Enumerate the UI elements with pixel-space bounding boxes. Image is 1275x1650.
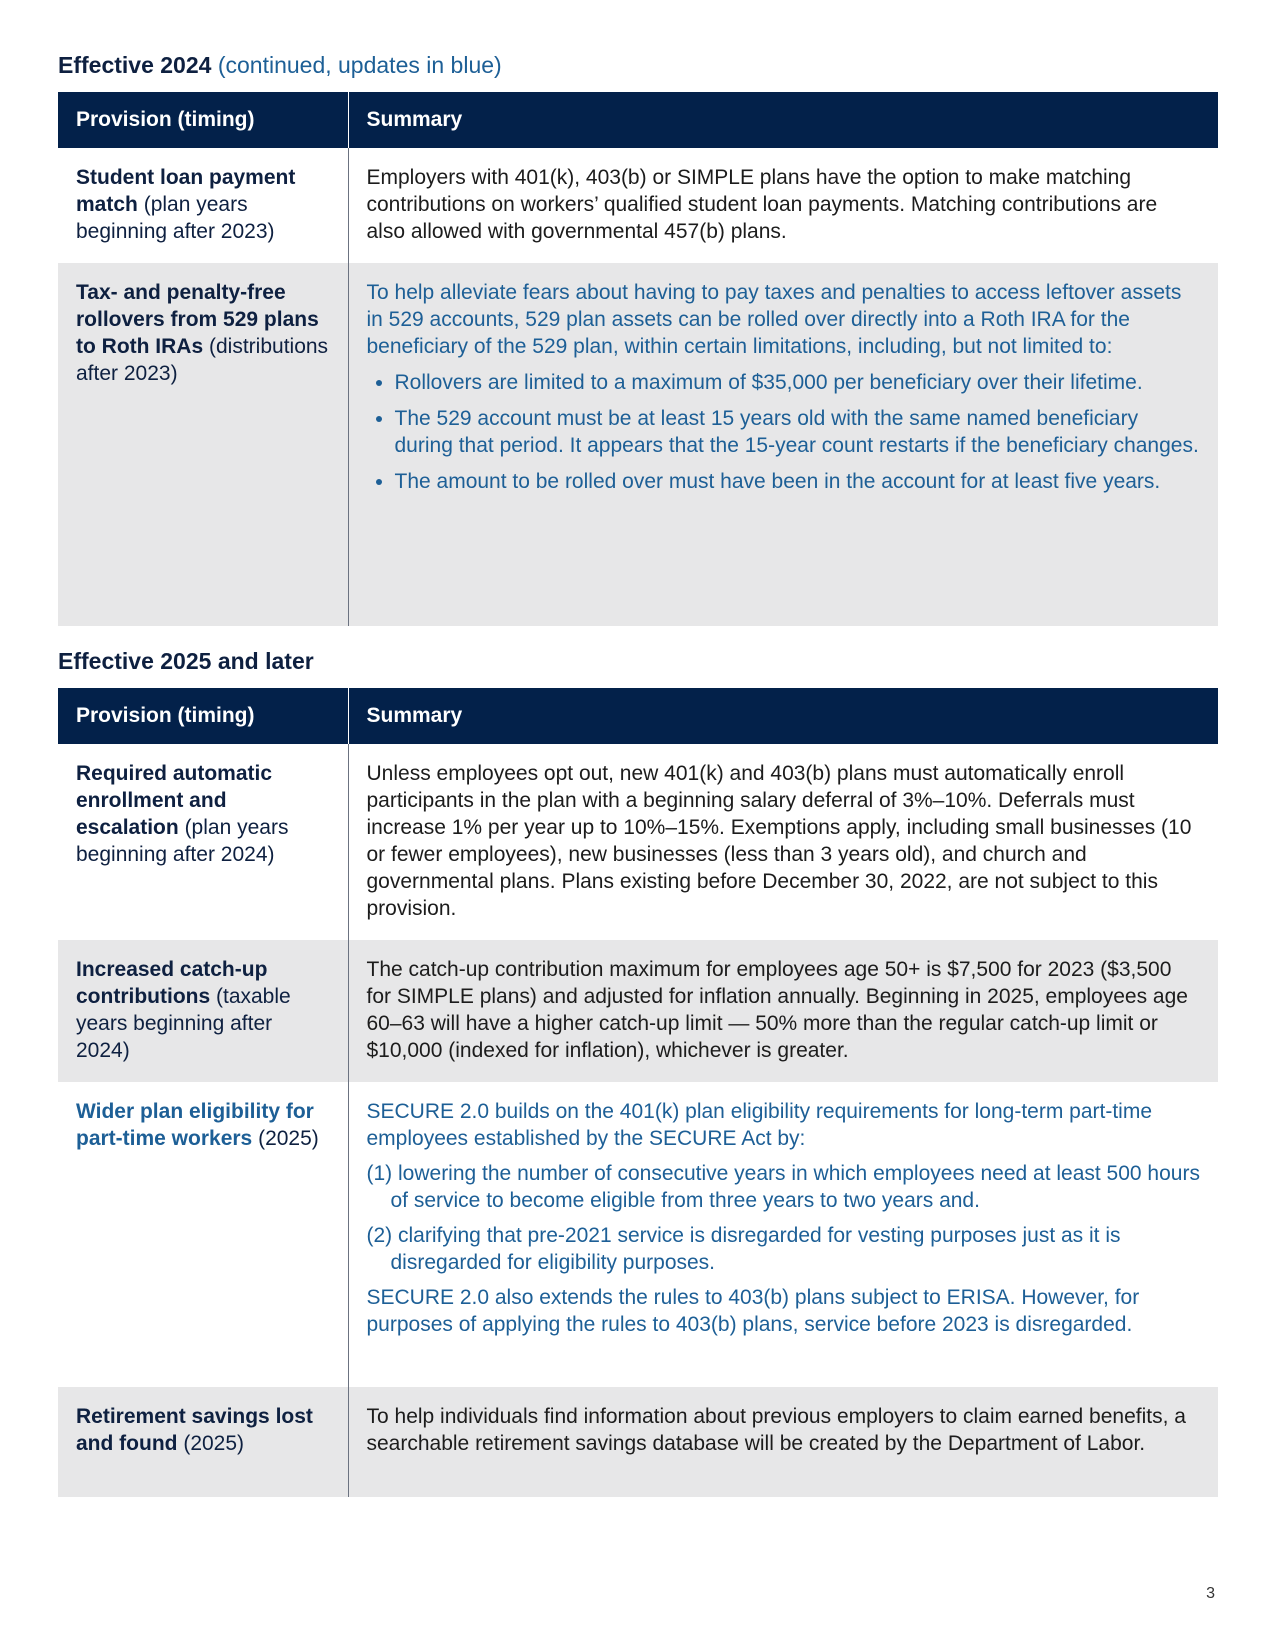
section-heading-2024 xyxy=(58,52,502,79)
provision-cell xyxy=(58,148,348,263)
summary-text: To help individuals find information about previous employers to claim earned benefits, a searchable retirement savings database will be created by the Department of Labor. xyxy=(366,1405,1186,1455)
table-row xyxy=(58,263,1218,626)
provision-cell xyxy=(58,1082,348,1387)
summary-cell xyxy=(348,744,1218,940)
provision-timing: (plan years beginning after 2023) xyxy=(76,193,275,243)
summary-closing-text: SECURE 2.0 also extends the rules to 403(b) plans subject to ERISA. However, for purposes of applying the rules to 403(b) plans, service before 2023 is disregarded. xyxy=(366,1286,1140,1336)
column-header-summary: Summary xyxy=(348,92,1218,148)
section-title: Effective 2024 xyxy=(58,52,212,78)
summary-text: The catch-up contribution maximum for employees age 50+ is $7,500 for 2023 ($3,500 for SIMPLE plans) and adjusted for inflation annually. Beginning in 2025, employees age 60–63 will have a higher catch-up limit — 50% more than the regular catch-up limit or $10,000 (indexed for inflation), whichever is greater. xyxy=(366,958,1188,1062)
provision-cell xyxy=(58,744,348,940)
provisions-table-2025 xyxy=(58,688,1218,1497)
provision-timing: (taxable years beginning after 2024) xyxy=(76,985,291,1062)
provision-timing: (distributions after 2023) xyxy=(76,335,329,385)
summary-text: SECURE 2.0 builds on the 401(k) plan eligibility requirements for long-term part-time employees established by the SECURE Act by: xyxy=(366,1100,1153,1150)
summary-cell xyxy=(348,1082,1218,1387)
section-heading-2025 xyxy=(58,648,314,675)
list-item: • Rollovers are limited to a maximum of $35,000 per beneficiary over their lifetime. xyxy=(395,369,1201,396)
provision-timing: (2025) xyxy=(183,1432,245,1455)
bullet-list xyxy=(367,369,1201,495)
table-row xyxy=(58,1387,1218,1497)
table-row xyxy=(58,148,1218,263)
list-item: • The 529 account must be at least 15 years old with the same named beneficiary during that period. It appears that the 15-year count restarts if the beneficiary changes. xyxy=(395,405,1201,459)
table-header-row xyxy=(58,92,1218,148)
summary-cell xyxy=(348,940,1218,1082)
column-header-provision: Provision (timing) xyxy=(58,92,348,148)
provision-title: Required automatic enrollment and escalation xyxy=(76,762,273,839)
provision-title: Increased catch-up contributions xyxy=(76,958,268,1008)
provision-title: Wider plan eligibility for part-time workers xyxy=(76,1100,314,1150)
table-header-row xyxy=(58,688,1218,744)
provision-timing: (2025) xyxy=(258,1127,319,1150)
provision-title: Retirement savings lost and found xyxy=(76,1405,313,1455)
provision-cell xyxy=(58,1387,348,1497)
numbered-item: (2) clarifying that pre-2021 service is disregarded for vesting purposes just as it is disregarded for eligibility purposes. xyxy=(366,1224,1121,1274)
summary-cell xyxy=(348,263,1218,626)
summary-text: Unless employees opt out, new 401(k) and 403(b) plans must automatically enroll participants in the plan with a beginning salary deferral of 3%–10%. Deferrals must increase 1% per year up to 10%–15%. Exemptions apply, including small businesses (10 or fewer employees), new businesses (less than 3 years old), and church and governmental plans. Plans existing before December 30, 2022, are not subject to this provision. xyxy=(366,762,1192,920)
table-row xyxy=(58,744,1218,940)
provision-cell xyxy=(58,940,348,1082)
column-header-provision: Provision (timing) xyxy=(58,688,348,744)
section-title: Effective 2025 and later xyxy=(58,648,314,674)
summary-cell xyxy=(348,1387,1218,1497)
column-header-summary: Summary xyxy=(348,688,1218,744)
summary-text: Employers with 401(k), 403(b) or SIMPLE plans have the option to make matching contributions on workers’ qualified student loan payments. Matching contributions are also allowed with governmental 457(b) plans. xyxy=(366,166,1158,243)
table-row xyxy=(58,940,1218,1082)
provision-title: Tax- and penalty-free rollovers from 529 plans to Roth IRAs xyxy=(76,281,319,358)
summary-text: To help alleviate fears about having to pay taxes and penalties to access leftover assets in 529 accounts, 529 plan assets can be rolled over directly into a Roth IRA for the beneficiary of the 529 plan, within certain limitations, including, but not limited to: xyxy=(366,281,1182,358)
page-number: 3 xyxy=(1206,1585,1215,1602)
provisions-table-2024 xyxy=(58,92,1218,626)
provision-cell xyxy=(58,263,348,626)
numbered-item: (1) lowering the number of consecutive years in which employees need at least 500 hours of service to become eligible from three years to two years and. xyxy=(366,1162,1200,1212)
list-item: • The amount to be rolled over must have been in the account for at least five years. xyxy=(395,468,1201,495)
table-row xyxy=(58,1082,1218,1387)
section-note: (continued, updates in blue) xyxy=(217,52,502,78)
provision-title: Student loan payment match xyxy=(76,166,296,216)
provision-timing: (plan years beginning after 2024) xyxy=(76,816,289,866)
summary-cell xyxy=(348,148,1218,263)
